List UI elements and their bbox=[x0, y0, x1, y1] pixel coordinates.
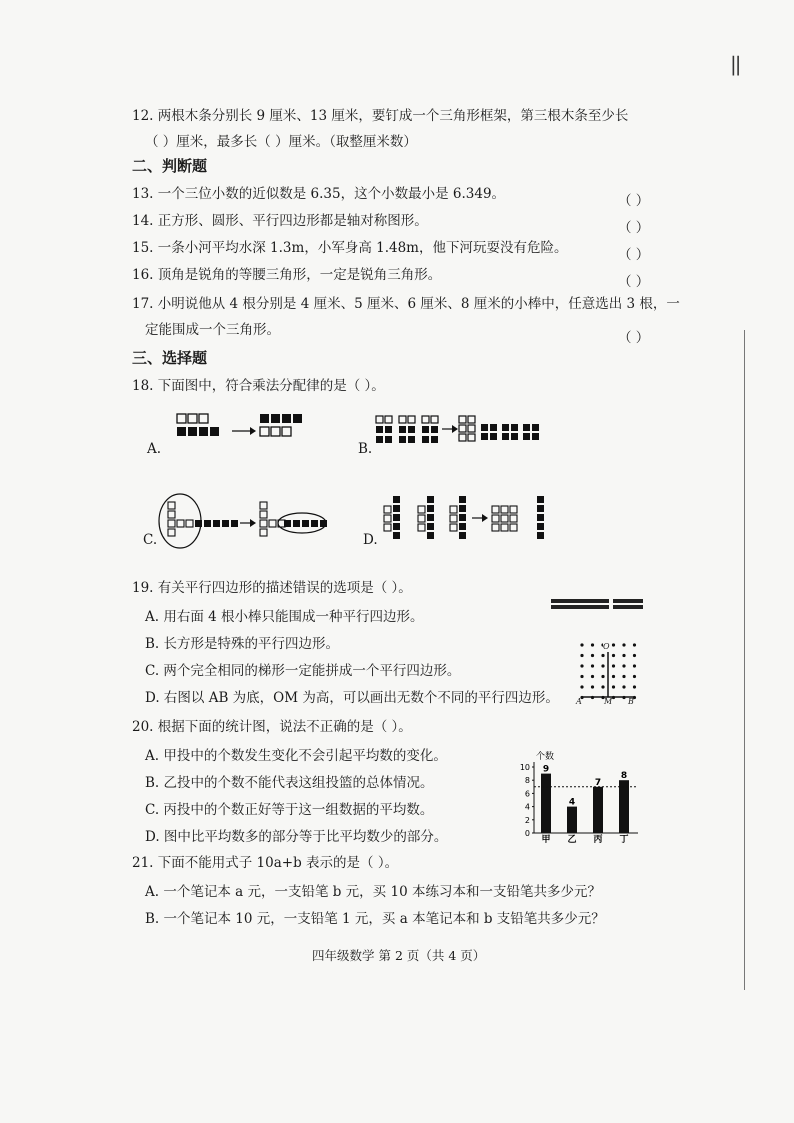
grid-dot bbox=[612, 685, 615, 688]
chart-ytick-label: 6 bbox=[524, 789, 530, 799]
q18-figure-c bbox=[160, 492, 335, 552]
grid-dot bbox=[591, 685, 594, 688]
grid-dot bbox=[601, 685, 604, 688]
chart-category-label: 丙 bbox=[593, 835, 603, 845]
chart-value-label: 4 bbox=[568, 797, 576, 808]
q12-line2: （ ）厘米，最多长（ ）厘米。（取整厘米数） bbox=[145, 134, 417, 150]
grid-dot bbox=[580, 654, 583, 657]
q21-option-a[interactable]: A. 一个笔记本 a 元，一支铅笔 b 元，买 10 本练习本和一支铅笔共多少元？ bbox=[145, 884, 601, 900]
grid-dot bbox=[591, 675, 594, 678]
section-choice-title: 三、选择题 bbox=[132, 349, 208, 367]
q19-option-d[interactable]: D. 右图以 AB 为底，OM 为高，可以画出无数个不同的平行四边形。 bbox=[145, 690, 559, 706]
grid-dot bbox=[622, 685, 625, 688]
grid-dot bbox=[633, 675, 636, 678]
chart-bar-丁 bbox=[619, 780, 629, 833]
grid-label-a: A bbox=[576, 697, 582, 706]
section-judge-title: 二、判断题 bbox=[132, 157, 208, 175]
grid-dot bbox=[591, 696, 594, 699]
q19-sticks-figure bbox=[548, 598, 648, 614]
q17-answer-blank[interactable]: （ ） bbox=[618, 330, 650, 346]
q18-option-c-label[interactable]: C. bbox=[143, 532, 158, 548]
grid-dot bbox=[633, 664, 636, 667]
grid-dot bbox=[591, 664, 594, 667]
q12-line1: 12. 两根木条分别长 9 厘米、13 厘米，要钉成一个三角形框架，第三根木条至少长 bbox=[132, 108, 629, 124]
chart-ylabel: 个数 bbox=[536, 752, 555, 762]
chart-ytick-label: 2 bbox=[524, 815, 530, 825]
right-edge-line bbox=[744, 330, 745, 990]
chart-bar-甲 bbox=[541, 774, 551, 833]
q20-option-a[interactable]: A. 甲投中的个数发生变化不会引起平均数的变化。 bbox=[145, 748, 447, 764]
q13-text: 13. 一个三位小数的近似数是 6.35，这个小数最小是 6.349。 bbox=[132, 186, 506, 202]
grid-dot bbox=[601, 654, 604, 657]
chart-ytick-label: 8 bbox=[524, 776, 530, 786]
grid-dot bbox=[612, 675, 615, 678]
grid-dot bbox=[622, 675, 625, 678]
q17-line2: 定能围成一个三角形。 bbox=[145, 322, 280, 338]
grid-dot bbox=[612, 643, 615, 646]
chart-bar-丙 bbox=[593, 787, 603, 833]
q20-option-b[interactable]: B. 乙投中的个数不能代表这组投篮的总体情况。 bbox=[145, 775, 434, 791]
q18-figure-b bbox=[374, 414, 554, 454]
q21-option-b[interactable]: B. 一个笔记本 10 元，一支铅笔 1 元，买 a 本笔记本和 b 支铅笔共多少元？ bbox=[145, 911, 605, 927]
q19-option-b[interactable]: B. 长方形是特殊的平行四边形。 bbox=[145, 636, 340, 652]
q15-text: 15. 一条小河平均水深 1.3m，小军身高 1.48m，他下河玩耍没有危险。 bbox=[132, 240, 568, 256]
q16-text: 16. 顶角是锐角的等腰三角形，一定是锐角三角形。 bbox=[132, 267, 442, 283]
chart-value-label: 7 bbox=[594, 777, 602, 788]
chart-value-label: 8 bbox=[620, 771, 628, 782]
q18-figure-a bbox=[170, 410, 315, 450]
grid-dot bbox=[591, 643, 594, 646]
chart-category-label: 乙 bbox=[567, 835, 577, 845]
grid-dot bbox=[601, 675, 604, 678]
grid-dot bbox=[580, 675, 583, 678]
grid-dot bbox=[580, 664, 583, 667]
grid-dot bbox=[580, 685, 583, 688]
grid-label-o: O bbox=[603, 642, 610, 651]
grid-dot bbox=[622, 664, 625, 667]
chart-value-label: 9 bbox=[542, 764, 550, 775]
q19-option-c[interactable]: C. 两个完全相同的梯形一定能拼成一个平行四边形。 bbox=[145, 663, 461, 679]
grid-dot bbox=[580, 643, 583, 646]
q20-bar-chart bbox=[514, 750, 644, 845]
grid-dot bbox=[612, 654, 615, 657]
q19-option-a[interactable]: A. 用右面 4 根小棒只能围成一种平行四边形。 bbox=[145, 609, 424, 625]
grid-dot bbox=[622, 654, 625, 657]
grid-dot bbox=[612, 696, 615, 699]
chart-bar-乙 bbox=[567, 807, 577, 833]
q20-option-c[interactable]: C. 丙投中的个数正好等于这一组数据的平均数。 bbox=[145, 802, 434, 818]
chart-ytick-label: 4 bbox=[524, 802, 530, 812]
q13-answer-blank[interactable]: （ ） bbox=[618, 193, 650, 209]
q17-line1: 17. 小明说他从 4 根分别是 4 厘米、5 厘米、6 厘米、8 厘米的小棒中，任意选出 3 根，一 bbox=[132, 296, 680, 312]
chart-category-label: 丁 bbox=[619, 835, 629, 845]
corner-mark: || bbox=[730, 52, 740, 76]
page-footer: 四年级数学 第 2 页（共 4 页） bbox=[312, 948, 486, 963]
grid-label-b: B bbox=[628, 697, 634, 706]
grid-dot bbox=[633, 685, 636, 688]
q18-option-b-label[interactable]: B. bbox=[358, 441, 373, 457]
grid-dot bbox=[601, 664, 604, 667]
chart-ytick-label: 0 bbox=[524, 829, 530, 838]
q19-stem: 19. 有关平行四边形的描述错误的选项是（ ）。 bbox=[132, 580, 412, 596]
q20-stem: 20. 根据下面的统计图，说法不正确的是（ ）。 bbox=[132, 719, 412, 735]
q18-figure-d bbox=[382, 494, 557, 544]
q16-answer-blank[interactable]: （ ） bbox=[618, 274, 650, 290]
q18-option-d-label[interactable]: D. bbox=[363, 532, 378, 548]
grid-dot bbox=[591, 654, 594, 657]
grid-dot bbox=[622, 643, 625, 646]
q20-option-d[interactable]: D. 图中比平均数多的部分等于比平均数少的部分。 bbox=[145, 829, 448, 845]
q14-text: 14. 正方形、圆形、平行四边形都是轴对称图形。 bbox=[132, 213, 428, 229]
grid-dot bbox=[633, 643, 636, 646]
grid-dot bbox=[622, 696, 625, 699]
q18-stem: 18. 下面图中，符合乘法分配律的是（ ）。 bbox=[132, 378, 385, 394]
q18-option-a-label[interactable]: A. bbox=[147, 441, 162, 457]
chart-category-label: 甲 bbox=[541, 835, 551, 845]
q15-answer-blank[interactable]: （ ） bbox=[618, 247, 650, 263]
grid-dot bbox=[633, 654, 636, 657]
grid-label-m: M bbox=[604, 697, 613, 706]
grid-dot bbox=[612, 664, 615, 667]
q14-answer-blank[interactable]: （ ） bbox=[618, 220, 650, 236]
chart-ytick-label: 10 bbox=[519, 763, 530, 772]
q21-stem: 21. 下面不能用式子 10a+b 表示的是（ ）。 bbox=[132, 855, 399, 871]
